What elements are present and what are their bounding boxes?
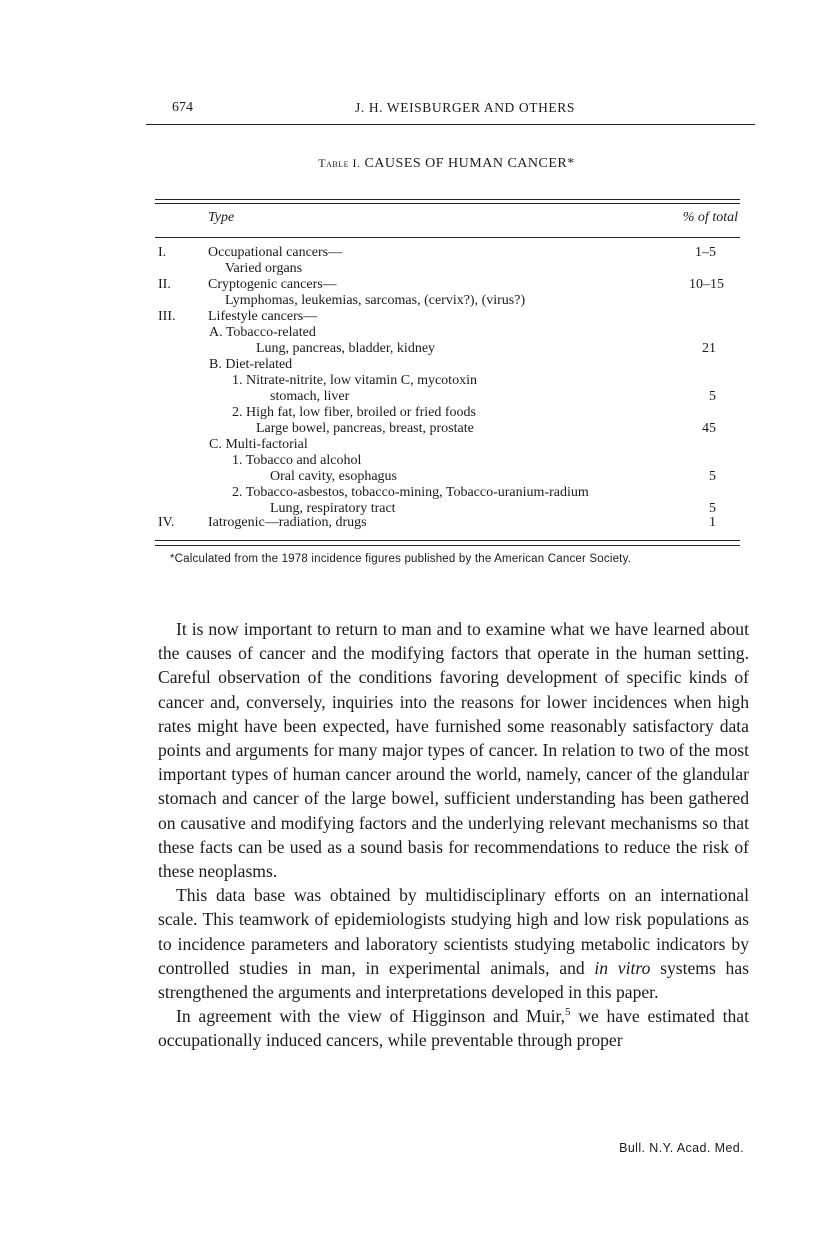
table-bottom-rule-1 [155, 540, 740, 541]
row-label: Varied organs [225, 261, 303, 276]
row-numeral: III. [158, 309, 176, 324]
row-label: Cryptogenic cancers— [208, 277, 337, 292]
table-row [0, 373, 816, 389]
table-row [0, 485, 816, 501]
reference-marker: 5 [565, 1006, 571, 1019]
row-label: stomach, liver [270, 389, 350, 404]
body-text [158, 617, 749, 1053]
paragraph-text: In agreement with the view of Higginson and Muir, [176, 1006, 566, 1027]
row-label: Iatrogenic—radiation, drugs [208, 515, 367, 530]
table-row [0, 261, 816, 277]
table-top-rule-2 [155, 203, 740, 204]
table-top-rule-1 [155, 199, 740, 200]
table-caption [0, 156, 816, 172]
table-row [0, 453, 816, 469]
row-label: 2. High fat, low fiber, broiled or fried foods [232, 405, 476, 420]
row-label: B. Diet-related [209, 357, 293, 372]
paragraph [158, 1004, 749, 1052]
row-label: Occupational cancers— [208, 245, 343, 260]
paragraph-text: systems has strengthened the arguments and interpretations developed in this paper. [158, 957, 749, 1003]
row-label: 2. Tobacco-asbestos, tobacco-mining, Tobacco-uranium-radium [232, 485, 589, 500]
page-number: 674 [172, 100, 193, 115]
column-header-percent: % of total [682, 210, 738, 225]
paragraph [158, 883, 749, 1004]
table-row [0, 389, 816, 405]
table-caption-title: CAUSES OF HUMAN CANCER* [364, 156, 575, 171]
running-title: J. H. WEISBURGER AND OTHERS [355, 100, 575, 115]
row-value: 1–5 [695, 245, 716, 260]
row-value: 1 [709, 515, 716, 530]
row-label: 1. Nitrate-nitrite, low vitamin C, mycotoxin [232, 373, 477, 388]
row-label: C. Multi-factorial [209, 437, 308, 452]
table-row [0, 405, 816, 421]
italic-term: in vitro [594, 957, 651, 978]
row-numeral: I. [158, 245, 167, 260]
row-value: 45 [702, 421, 716, 436]
table-footnote: *Calculated from the 1978 incidence figures published by the American Cancer Society. [170, 553, 632, 565]
row-value: 5 [709, 469, 716, 484]
row-numeral: IV. [158, 515, 175, 530]
table-row [0, 309, 816, 325]
table-header-rule [155, 237, 740, 238]
paragraph-text: we have estimated that occupationally induced cancers, while preventable through proper [158, 1006, 749, 1051]
paragraph-text: This data base was obtained by multidisciplinary efforts on an international scale. This teamwork of epidemiologists studying high and low risk populations as to incidence parameters and laboratory scientists studying metabolic indicators by controlled studies in man, in experimental animals, and [158, 885, 749, 978]
column-header-type: Type [208, 210, 235, 225]
row-label: Lung, respiratory tract [270, 501, 396, 516]
row-label: A. Tobacco-related [209, 325, 316, 340]
row-value: 10–15 [689, 277, 724, 292]
header-rule [146, 124, 755, 125]
row-value: 5 [709, 389, 716, 404]
row-label: Lung, pancreas, bladder, kidney [256, 341, 436, 356]
journal-name: Bull. N.Y. Acad. Med. [619, 1141, 744, 1155]
table-row [0, 437, 816, 453]
table-row [0, 277, 816, 293]
table-row [0, 341, 816, 357]
table-row [0, 357, 816, 373]
table-row [0, 325, 816, 341]
table-row [0, 469, 816, 485]
table-caption-prefix: Table I. [318, 156, 361, 170]
row-label: Lymphomas, leukemias, sarcomas, (cervix?), (virus?) [225, 293, 526, 308]
row-numeral: II. [158, 277, 171, 292]
row-label: 1. Tobacco and alcohol [232, 453, 362, 468]
paragraph: It is now important to return to man and to examine what we have learned about the causes of cancer and the modifying factors that operate in the human setting. Careful observation of the conditions favoring development of specific kinds of cancer and, conversely, inquiries into the reasons for lower incidences when high rates might have been expected, have furnished some reasonably satisfactory data points and arguments for many major types of cancer. In relation to two of the most important types of human cancer around the world, namely, cancer of the glandular stomach and cancer of the large bowel, sufficient understanding has been gathered on causative and modifying factors and the underlying relevant mechanisms so that these facts can be used as a sound basis for recommendations to reduce the risk of these neoplasms. [158, 619, 749, 882]
row-label: Large bowel, pancreas, breast, prostate [256, 421, 474, 436]
row-value: 21 [702, 341, 716, 356]
table-row [0, 421, 816, 437]
row-label: Lifestyle cancers— [208, 309, 318, 324]
table-bottom-rule-2 [155, 545, 740, 546]
row-label: Oral cavity, esophagus [270, 469, 397, 484]
table-row [0, 293, 816, 309]
table-row [0, 515, 816, 531]
table-row [0, 245, 816, 261]
row-value: 5 [709, 501, 716, 516]
